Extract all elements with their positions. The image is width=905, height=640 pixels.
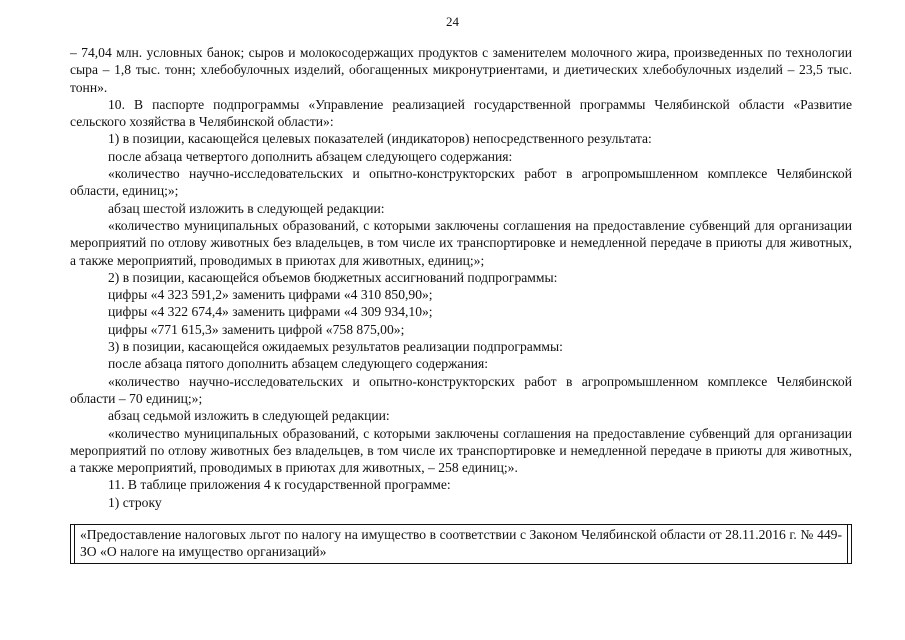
table-cell-border	[847, 525, 848, 563]
paragraph: цифры «4 323 591,2» заменить цифрами «4 310 850,90»;	[108, 287, 433, 303]
page-number: 24	[446, 14, 459, 29]
paragraph: «количество научно-исследовательских и опытно-конструкторских работ в агропромышленном комплексе Челябинской области – 70 единиц;»;	[70, 373, 852, 406]
paragraph: цифры «4 322 674,4» заменить цифрами «4 309 934,10»;	[108, 304, 433, 320]
paragraph: цифры «771 615,3» заменить цифрой «758 875,00»;	[108, 321, 405, 337]
table-cell-text: «Предоставление налоговых льгот по налогу на имущество в соответствии с Законом Челябинской области от 28.11.2016 г. № 449-ЗО «О налоге на имущество организаций»	[80, 527, 842, 560]
paragraph: 11. В таблице приложения 4 к государственной программе:	[108, 477, 451, 493]
paragraph: после абзаца четвертого дополнить абзацем следующего содержания:	[108, 148, 513, 164]
paragraph: «количество муниципальных образований, с которыми заключены соглашения на предоставление субвенций для организации мероприятий по отлову животных без владельцев, в том числе их транспортировке и немедленной передаче в приюты для животных, а также мероприятий, проводимых в приютах для животных, – 258 единиц;».	[70, 425, 852, 476]
paragraph: 1) в позиции, касающейся целевых показателей (индикаторов) непосредственного результата:	[108, 131, 652, 147]
paragraph: 10. В паспорте подпрограммы «Управление реализацией государственной программы Челябинской области «Развитие сельского хозяйства в Челябинской области»:	[70, 96, 852, 130]
paragraph: – 74,04 млн. условных банок; сыров и молокосодержащих продуктов с заменителем молочного жира, произведенных по технологии сыра – 1,8 тыс. тонн; хлебобулочных изделий, обогащенных микронутриентами, и диетических хлебобулочных изделий – 23,5 тыс. тонн».	[70, 45, 852, 95]
paragraph: абзац шестой изложить в следующей редакции:	[108, 200, 385, 216]
paragraph: «количество научно-исследовательских и опытно-конструкторских работ в агропромышленном комплексе Челябинской области, единиц;»;	[70, 166, 852, 199]
table-cell-border	[74, 525, 75, 563]
table-row	[70, 524, 852, 564]
paragraph: 1) строку	[108, 494, 162, 510]
paragraph: после абзаца пятого дополнить абзацем следующего содержания:	[108, 356, 489, 372]
paragraph: 3) в позиции, касающейся ожидаемых результатов реализации подпрограммы:	[108, 339, 563, 355]
paragraph: «количество муниципальных образований, с которыми заключены соглашения на предоставление субвенций для организации мероприятий по отлову животных без владельцев, в том числе их транспортировке и немедленной передаче в приюты для животных, а также мероприятий, проводимых в приютах для животных, единиц;»;	[70, 217, 852, 268]
paragraph: абзац седьмой изложить в следующей редакции:	[108, 408, 390, 424]
document-body	[70, 44, 852, 511]
paragraph: 2) в позиции, касающейся объемов бюджетных ассигнований подпрограммы:	[108, 269, 558, 285]
